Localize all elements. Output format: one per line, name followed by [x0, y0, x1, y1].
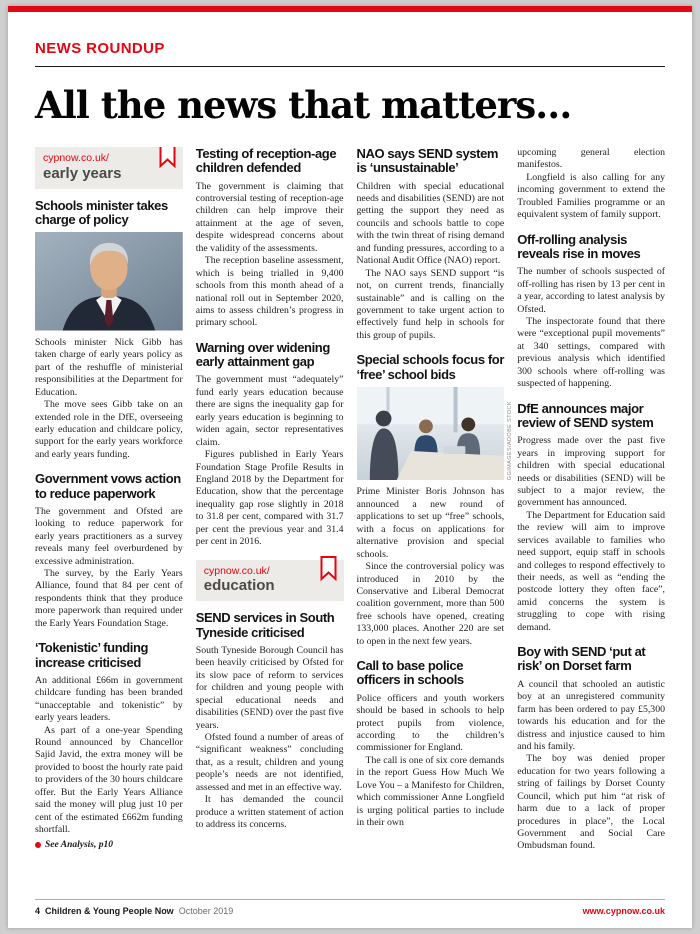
page-headline: All the news that matters…: [35, 83, 572, 127]
column-2: [196, 147, 344, 879]
issue-date: October 2019: [178, 906, 234, 916]
article-title: Special schools focus for ‘free’ school bids: [356, 352, 504, 382]
body-paragraph: Figures published in Early Years Foundation Stage Profile Results in England 2018 by the Department for Education, show that the percentage inequality gap rose slightly in 2018 to 31.8 per cent, compared with 31.7 per cent the previous year and 31.4 per cent in 2016.: [195, 449, 344, 548]
bookmark-icon: [320, 556, 337, 581]
section-kicker: NEWS ROUNDUP: [35, 40, 665, 67]
article-title: NAO says SEND system is ‘unsustainable’: [356, 147, 499, 176]
photo-credit: GGIMAGES/ADOBE STOCK: [507, 401, 514, 481]
article-attainment-gap: [196, 341, 344, 549]
channel-tag-education[interactable]: [196, 560, 344, 602]
body-paragraph: upcoming general election manifestos.: [517, 147, 665, 171]
tag-label: education: [203, 577, 275, 595]
top-accent-bar: [8, 6, 692, 12]
body-paragraph: The call is one of six core demands in the report Guess How Much We Love You – a Manifesto for Children, which commissioner Anne Longfield is urging political parties to include in their own: [356, 754, 505, 829]
body-paragraph: Longfield is also calling for any incoming government to extend the Troubled Families programme or an equivalent system of family support.: [517, 171, 665, 221]
body-paragraph: Children with special educational needs and disabilities (SEND) are not getting the support they need as councils and schools battle to cope with the twin threat of rising demand and funding pressures, according to a National Audit Office (NAO) report.: [356, 180, 505, 267]
tag-url: cypnow.co.uk/: [43, 152, 109, 164]
nick-gibb-photo: [35, 232, 183, 331]
article-tokenistic-funding: [35, 641, 183, 849]
body-paragraph: The inspectorate found that there were “exceptional pupil movements” at 340 settings, compared with previous analysis which identified 300 schools where off-rolling was suspected of happening.: [517, 315, 665, 390]
body-paragraph: Ofsted found a number of areas of “significant weakness” concluding that, as a result, children and young people’s needs are not identified, assessed and met in an effective way.: [195, 732, 344, 793]
article-off-rolling: [517, 233, 665, 391]
tag-label: early years: [43, 164, 122, 182]
page-number: 4: [35, 906, 41, 916]
body-paragraph: An additional £66m in government childcare funding has been branded “unacceptable and tokenistic” by early years leaders.: [35, 674, 183, 724]
body-paragraph: The NAO says SEND support “is not, on current trends, financially sustainable” and is calling on the government to take urgent action to effectively fund help in schools for this group of pupils.: [356, 267, 505, 341]
body-paragraph: Prime Minister Boris Johnson has announced a new round of applications to set up “free” schools, with a focus on applications for alternative provision and special schools.: [356, 486, 505, 560]
body-paragraph: Progress made over the past five years in improving support for children with special educational needs or disabilities (SEND) will be subject to a major review, the government has announced.: [517, 435, 665, 509]
body-paragraph: The government must “adequately” fund early years education because there are signs the inequality gap for early years education is beginning to widen again, sector representatives claim.: [195, 374, 344, 448]
body-paragraph: The boy was denied proper education for two years following a string of failings by Dorset County Council, which put him “at risk of harm due to a lack of proper procedures in place”, the Local Government and Social Care Ombudsman found.: [517, 753, 665, 852]
article-nao-send: [357, 147, 505, 342]
column-3: [356, 147, 514, 879]
article-reduce-paperwork: [35, 472, 183, 630]
body-paragraph: South Tyneside Borough Council has been heavily criticised by Ofsted for its slow pace of reform to services for children and young people with special educational needs and disabilities (SEND) over the past five years.: [195, 644, 344, 731]
article-title: ‘Tokenistic’ funding increase criticised: [35, 640, 149, 670]
article-title: Government vows action to reduce paperwork: [35, 471, 181, 501]
see-analysis-note: [35, 840, 183, 850]
body-paragraph: Schools minister Nick Gibb has taken charge of early years policy as part of the reshuffle of ministerial responsibilities at the Department for Education.: [35, 336, 183, 398]
article-title: Boy with SEND ‘put at risk’ on Dorset farm: [517, 644, 646, 674]
article-title: Call to base police officers in schools: [356, 658, 464, 688]
news-columns: [35, 147, 665, 879]
body-paragraph: The survey, by the Early Years Alliance, found that 84 per cent of respondents think that they produce more paperwork than required under the Early Years Foundation Stage.: [35, 568, 183, 629]
body-paragraph: Police officers and youth workers should be based in schools to help protect pupils from violence, according to the children’s commissioner for England.: [356, 692, 505, 754]
body-paragraph: The government and Ofsted are looking to reduce paperwork for early years practitioners as a survey reveals many feel overburdened by excessive administration.: [35, 505, 183, 567]
article-dorset-farm: [517, 645, 665, 853]
body-paragraph: A council that schooled an autistic boy at an unregistered community farm has been ordered to pay £5,300 towards his education and for the distress and injustice caused to him and his family.: [517, 678, 665, 752]
note-text: See Analysis, p10: [45, 839, 113, 850]
body-paragraph: The move sees Gibb take on an extended role in the DfE, overseeing early education and childcare policy, support for the early years workforce and early years funding.: [35, 399, 183, 460]
article-title: DfE announces major review of SEND system: [517, 400, 654, 430]
article-free-schools: [356, 352, 514, 648]
article-dfe-send-review: [517, 402, 665, 635]
body-paragraph: The Department for Education said the review will aim to improve services available to families who need support, equip staff in schools and colleges to respond effectively to their needs, as well as “ending the postcode lottery they often face”, amid concerns the system is struggling to cope with rising demand.: [517, 509, 665, 633]
bookmark-icon: [159, 147, 176, 168]
classroom-photo: [357, 387, 514, 481]
body-paragraph: The government is claiming that controversial testing of reception-age children can help improve their attainment at the age of seven, despite widespread concerns about the validity of the assessments.: [195, 180, 344, 254]
article-title: SEND services in South Tyneside criticised: [195, 610, 335, 640]
tag-url: cypnow.co.uk/: [203, 564, 270, 577]
column-1: [35, 147, 183, 879]
article-police-in-schools-continued: [517, 147, 665, 222]
page-footer: [35, 899, 665, 916]
body-paragraph: As part of a one-year Spending Round announced by Chancellor Sajid Javid, the extra money will be provided to boost the hourly rate paid to providers of the 30 hours childcare offer. But the Early Years Alliance said the money will plug just 10 per cent of the estimated £662m funding shortfall.: [35, 724, 183, 836]
article-police-in-schools: [357, 659, 505, 829]
channel-tag-early-years[interactable]: [35, 147, 183, 189]
article-schools-minister: [35, 199, 183, 461]
body-paragraph: The number of schools suspected of off-rolling has risen by 13 per cent in a year, according to latest analysis by Ofsted.: [517, 266, 665, 315]
body-paragraph: The reception baseline assessment, which is being trialled in 9,400 schools from this month ahead of a national roll out in September 2020, aims to assess children’s progress in primary school.: [195, 255, 344, 329]
body-paragraph: It has demanded the council produce a written statement of action to address its concerns.: [195, 794, 344, 831]
column-4: [517, 147, 665, 879]
article-title: Testing of reception-age children defended: [195, 147, 337, 176]
article-reception-testing: [196, 147, 344, 330]
magazine-page: [8, 6, 692, 928]
article-title: Off-rolling analysis reveals rise in moves: [517, 231, 641, 261]
article-title: Schools minister takes charge of policy: [35, 197, 168, 228]
article-title: Warning over widening early attainment gap: [195, 339, 330, 370]
article-south-tyneside: [196, 611, 344, 831]
body-paragraph: Since the controversial policy was introduced in 2010 by the Conservative and Liberal Democrat coalition government, more than 500 free schools have opened, creating 133,000 places. Another 220 are set to open in the next few years.: [356, 561, 505, 647]
website-link[interactable]: www.cypnow.co.uk: [582, 906, 665, 916]
bullet-icon: [35, 842, 41, 848]
publication-name: Children & Young People Now: [45, 906, 174, 916]
